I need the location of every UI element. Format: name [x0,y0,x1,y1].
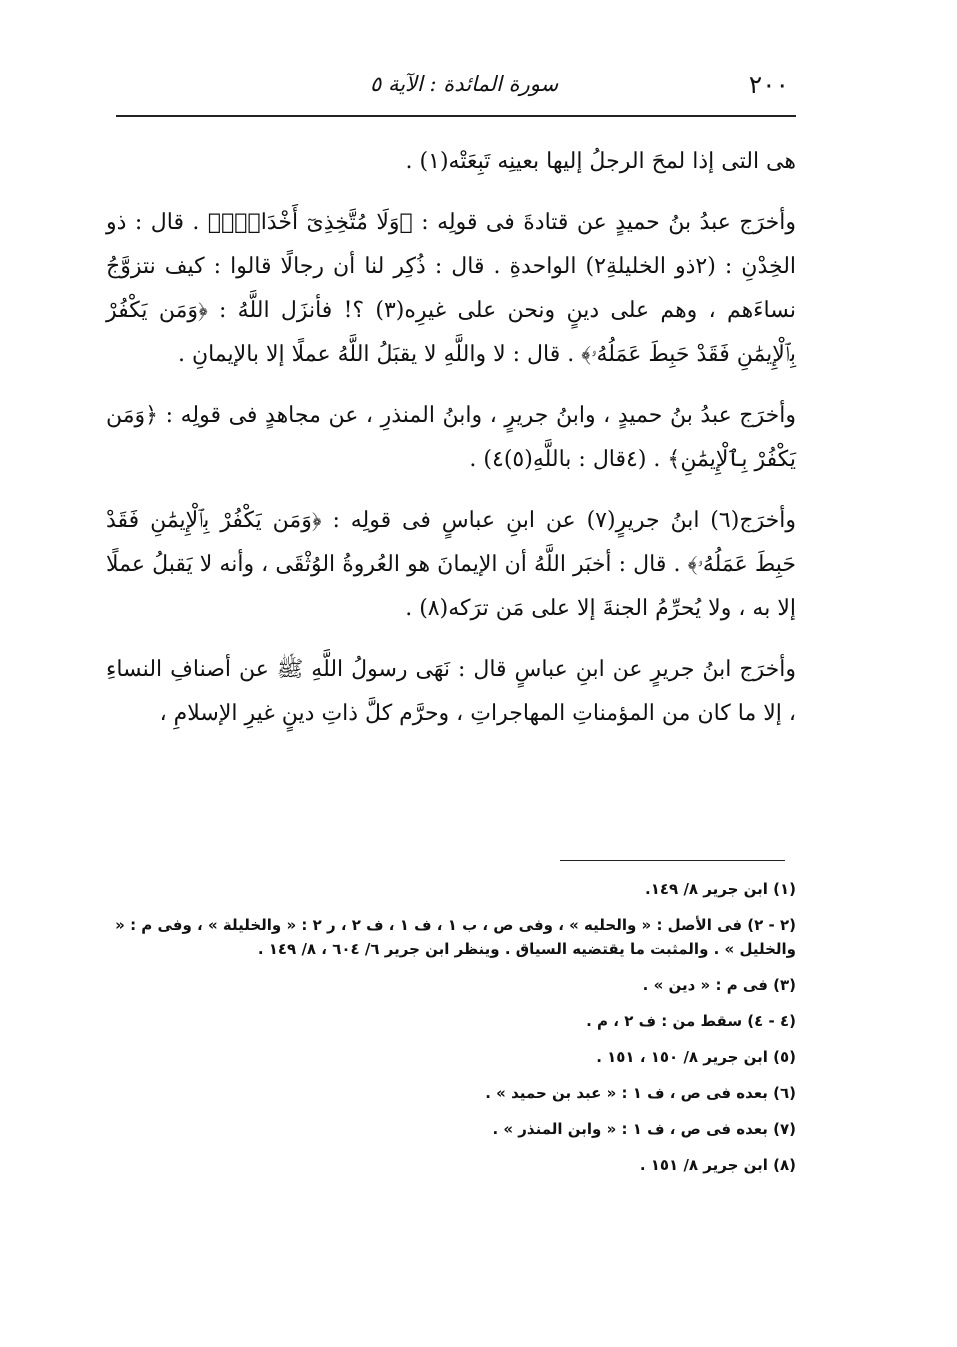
main-text [106,140,796,753]
running-header-title: سورة المائدة : الآية ٥ [370,72,559,96]
paragraph-1: هى التى إذا لمحَ الرجلُ إليها بعينِه تَبِعَتْه(١) . [405,149,796,174]
footnote-6: (٦) بعده فى ص ، ف ١ : « عبد بن حميد » . [485,1084,796,1102]
header-rule [116,115,796,117]
paragraph-3: وأخرَج عبدُ بنُ حميدٍ ، وابنُ جريرٍ ، وابنُ المنذرِ ، عن مجاهدٍ فى قولِه : ﴿وَمَن يَكْفُرْ بِٱلْإِيمَٰنِ﴾ . (٤قال : باللَّهِ(٥)٤) . [106,403,796,472]
footnote-1: (١) ابن جرير ٨/ ١٤٩. [645,880,796,898]
footnote-rule [560,860,785,861]
page-number: ٢٠٠ [748,70,789,99]
footnote-3: (٣) فى م : « دين » . [642,976,796,994]
footnotes [106,877,796,1189]
footnote-2: (٢ - ٢) فى الأصل : « والحليه » ، وفى ص ، ب ١ ، ف ١ ، ف ٢ ، ر ٢ : « والخليلة » ، وفى م : « والخليل » . والمثبت ما يقتضيه السياق . وينظر ابن جرير ٦/ ٦٠٤ ، ٨/ ١٤٩ . [115,916,796,958]
footnote-8: (٨) ابن جرير ٨/ ١٥١ . [639,1156,796,1174]
footnote-7: (٧) بعده فى ص ، ف ١ : « وابن المنذر » . [492,1120,796,1138]
paragraph-5: وأخرَج ابنُ جريرٍ عن ابنِ عباسٍ قال : نَهَى رسولُ اللَّهِ ﷺ عن أصنافِ النساءِ ، إلا ما كان من المؤمناتِ المهاجراتِ ، وحرَّم كلَّ ذاتِ دينٍ غيرِ الإسلامِ ، [106,657,796,726]
paragraph-2: وأخرَج عبدُ بنُ حميدٍ عن قتادةَ فى قولِه : ﴿وَلَا مُتَّخِذِىٓ أَخْدَانٍۗ﴾ . قال : ذو الخِدْنِ : (٢ذو الخليلةِ٢) الواحدةِ . قال : ذُكِر لنا أن رجالًا قالوا : كيف نتزوَّجُ نساءَهم ، وهم على دينٍ ونحن على غيرِه(٣) ؟! فأنزَل اللَّهُ : ﴿وَمَن يَكْفُرْ بِٱلْإِيمَٰنِ فَقَدْ حَبِطَ عَمَلُهُۥ﴾ . قال : لا واللَّهِ لا يقبَلُ اللَّهُ عملًا إلا بالإيمانِ . [106,210,797,367]
paragraph-4: وأخرَج(٦) ابنُ جريرٍ(٧) عن ابنِ عباسٍ فى قولِه : ﴿وَمَن يَكْفُرْ بِٱلْإِيمَٰنِ فَقَدْ حَبِطَ عَمَلُهُۥ﴾ . قال : أخبَر اللَّهُ أن الإيمانَ هو العُروةُ الوُثْقَى ، وأنه لا يَقبلُ عملًا إلا به ، ولا يُحرِّمُ الجنةَ إلا على مَن ترَكه(٨) . [106,508,796,621]
footnote-5: (٥) ابن جرير ٨/ ١٥٠ ، ١٥١ . [596,1048,796,1066]
footnote-4: (٤ - ٤) سقط من : ف ٢ ، م . [586,1012,796,1030]
